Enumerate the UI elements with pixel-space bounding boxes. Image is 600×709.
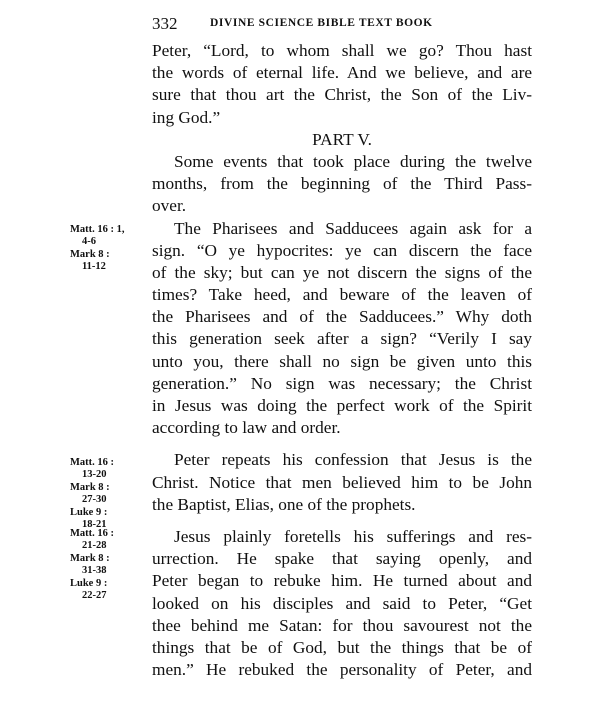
text-line: men.” He rebuked the personality of Peter, and (152, 660, 532, 680)
margin-reference (70, 482, 150, 505)
text-line: times? Take heed, and beware of the leaven of (152, 285, 532, 305)
text-line: Jesus plainly foretells his sufferings and res- (174, 526, 532, 546)
paragraph (152, 151, 532, 218)
margin-note-group (70, 528, 150, 603)
reference-book: Mark 8 : (70, 553, 110, 564)
text-line: thee behind me Satan: for thou savourest not the (152, 615, 532, 635)
text-line: according to law and order. (152, 418, 341, 438)
paragraph (152, 526, 532, 681)
text-line: urrection. He spake that saying openly, and (152, 549, 532, 569)
reference-verses: 22-27 (82, 589, 107, 601)
text-line: unto you, there shall no sign be given unto this (152, 351, 532, 371)
reference-book: Matt. 16 : (70, 457, 115, 468)
text-line: generation.” No sign was necessary; the Christ (152, 373, 532, 393)
reference-verses: 4-6 (82, 235, 96, 247)
margin-note-group (70, 457, 150, 532)
margin-reference (70, 457, 150, 480)
reference-book: Mark 8 : (70, 482, 110, 493)
text-line: sign. “O ye hypocrites: ye can discern the face (152, 240, 532, 260)
reference-book: Luke 9 : (70, 578, 108, 589)
paragraph (152, 40, 532, 129)
text-line: ing God.” (152, 107, 221, 127)
paragraph (152, 449, 532, 516)
reference-book: Matt. 16 : 1, (70, 224, 125, 235)
text-line: the Baptist, Elias, one of the prophets. (152, 494, 416, 514)
reference-verses: 13-20 (82, 468, 107, 480)
text-line: over. (152, 196, 187, 216)
text-line: Some events that took place during the twelve (174, 151, 532, 171)
section-heading: PART V. (312, 129, 372, 149)
reference-verses: 18-21 (82, 518, 107, 530)
page-body (152, 40, 532, 681)
text-line: this generation seek after a sign? “Verily I say (152, 329, 532, 349)
text-line: Christ. Notice that men believed him to be John (152, 472, 532, 492)
text-line: sure that thou art the Christ, the Son of the Liv- (152, 85, 532, 105)
text-line: Peter began to rebuke him. He turned about and (152, 571, 532, 591)
running-title: DIVINE SCIENCE BIBLE TEXT BOOK (210, 17, 433, 29)
text-line: Peter, “Lord, to whom shall we go? Thou hast (152, 41, 532, 60)
margin-reference (70, 224, 150, 247)
text-line: Peter repeats his confession that Jesus is the (174, 450, 532, 470)
text-line: in Jesus was doing the perfect work of the Spirit (152, 396, 532, 415)
margin-reference (70, 528, 150, 551)
reference-verses: 31-38 (82, 564, 107, 576)
reference-book: Mark 8 : (70, 249, 110, 260)
margin-reference (70, 249, 150, 272)
text-line: looked on his disciples and said to Peter, “Get (152, 593, 532, 613)
paragraph (152, 218, 532, 440)
reference-verses: 21-28 (82, 539, 107, 551)
page-number: 332 (152, 14, 178, 33)
reference-verses: 27-30 (82, 493, 107, 505)
text-line: the Pharisees and of the Sadducees.” Why doth (152, 307, 532, 327)
margin-reference (70, 553, 150, 576)
margin-reference (70, 507, 150, 530)
reference-book: Matt. 16 : (70, 528, 115, 539)
reference-book: Luke 9 : (70, 507, 108, 518)
text-line: the words of eternal life. And we believe, and are (152, 63, 532, 83)
text-line: months, from the beginning of the Third Pass- (152, 174, 532, 194)
text-line: things that be of God, but the things that be of (152, 637, 532, 657)
reference-verses: 11-12 (82, 260, 106, 272)
margin-note-group (70, 224, 150, 274)
margin-reference (70, 578, 150, 601)
text-line: The Pharisees and Sadducees again ask for a (174, 218, 532, 238)
text-line: of the sky; but can ye not discern the signs of the (152, 262, 532, 282)
